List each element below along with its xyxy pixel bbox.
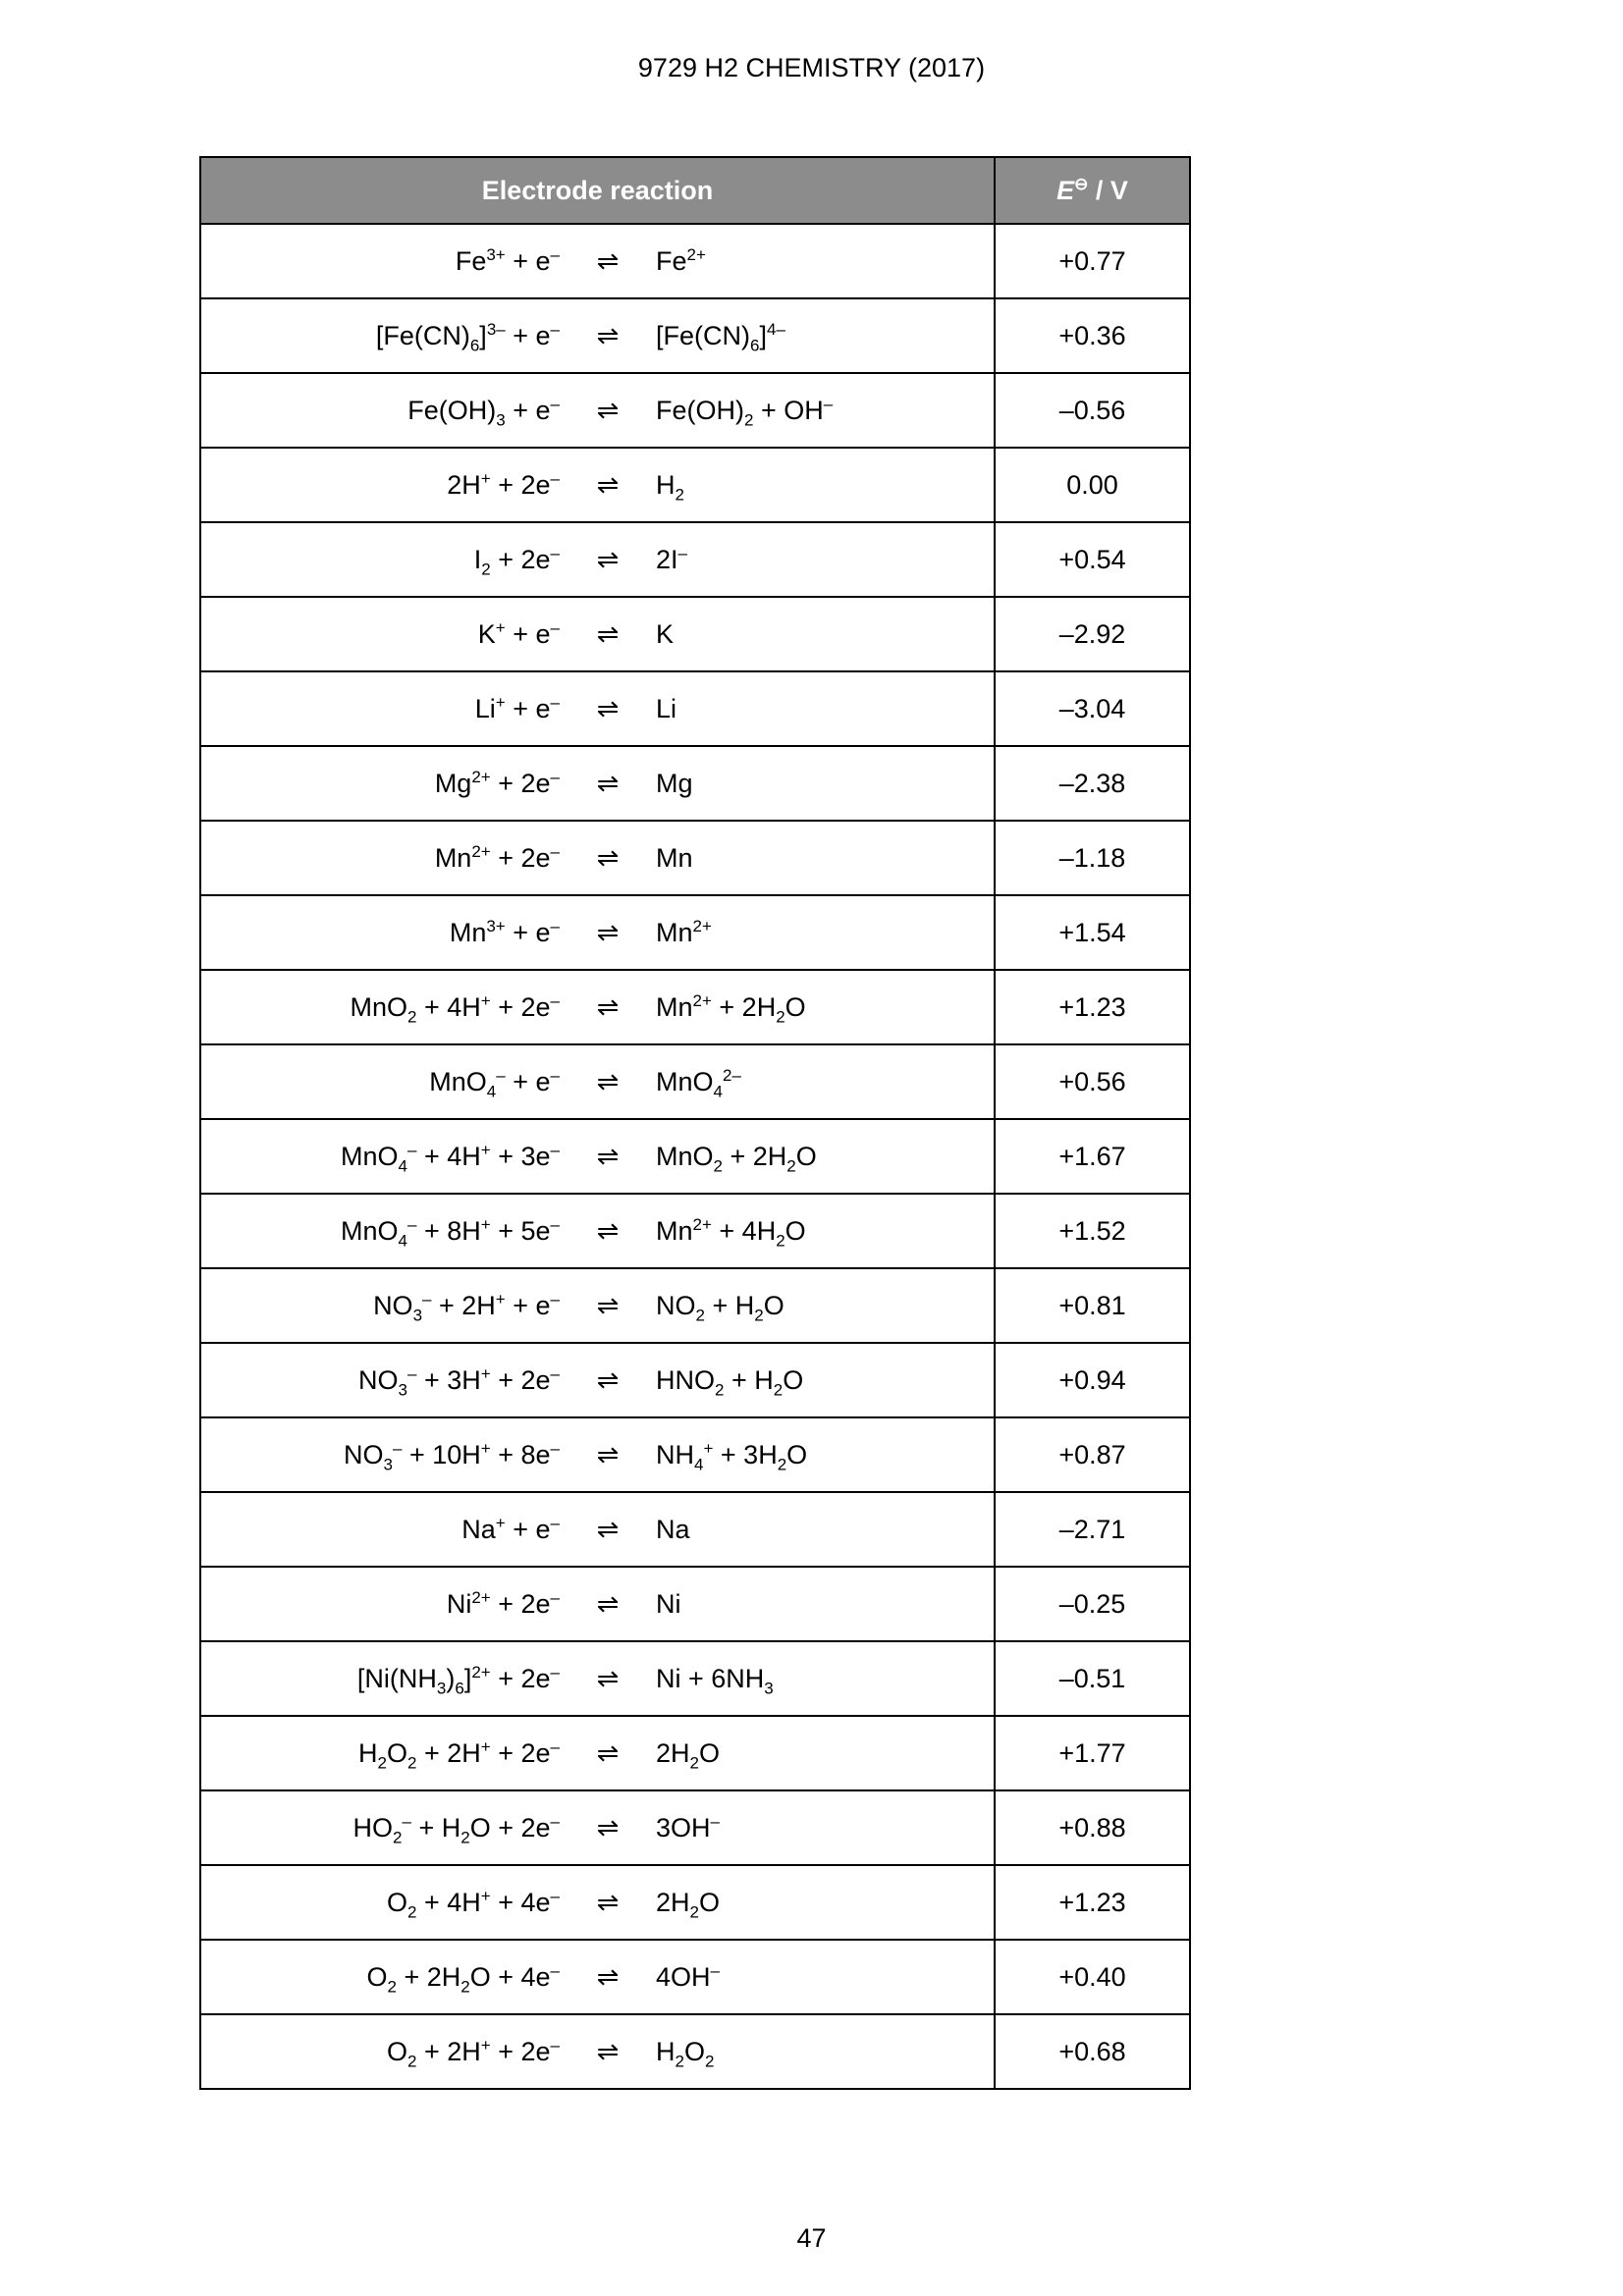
potential-value: +0.68 bbox=[995, 2014, 1190, 2089]
table-row bbox=[200, 448, 1190, 522]
products: $2H_2O$ bbox=[656, 1737, 720, 1772]
potential-value: 0.00 bbox=[995, 448, 1190, 522]
table-row bbox=[200, 1343, 1190, 1417]
potential-value: +1.52 bbox=[995, 1194, 1190, 1268]
products: $[Fe(CN)_6]^{4-}$ bbox=[656, 319, 785, 354]
reaction-line bbox=[201, 918, 994, 948]
equilibrium-arrow-icon: ⇌ bbox=[596, 693, 620, 723]
potential-value: +0.88 bbox=[995, 1790, 1190, 1865]
reaction-line bbox=[201, 1736, 994, 1772]
reaction-line bbox=[201, 543, 994, 578]
products: Mn bbox=[656, 842, 693, 873]
table-header-row bbox=[200, 157, 1190, 224]
table-row bbox=[200, 1716, 1190, 1790]
equilibrium-arrow-icon: ⇌ bbox=[596, 618, 620, 649]
reaction-cell bbox=[200, 746, 995, 821]
reaction-cell bbox=[200, 597, 995, 671]
reaction-line bbox=[201, 619, 994, 650]
reactants: $I_2 + 2e^-$ bbox=[473, 543, 560, 578]
potential-value: +0.81 bbox=[995, 1268, 1190, 1343]
equilibrium-arrow-icon: ⇌ bbox=[596, 320, 620, 350]
reaction-line bbox=[201, 468, 994, 504]
equilibrium-arrow-icon: ⇌ bbox=[596, 395, 620, 425]
reactants: $Ni^{2+} + 2e^-$ bbox=[446, 1587, 560, 1619]
reaction-line bbox=[201, 1140, 994, 1175]
products: Ni bbox=[656, 1588, 681, 1619]
equilibrium-arrow-icon: ⇌ bbox=[596, 1514, 620, 1544]
products: 2I– bbox=[656, 543, 687, 574]
reaction-line bbox=[201, 319, 994, 354]
potential-value: +0.94 bbox=[995, 1343, 1190, 1417]
table-row bbox=[200, 298, 1190, 373]
reaction-cell bbox=[200, 821, 995, 895]
reaction-cell bbox=[200, 970, 995, 1044]
reaction-cell bbox=[200, 1417, 995, 1492]
equilibrium-arrow-icon: ⇌ bbox=[596, 768, 620, 798]
table-row bbox=[200, 2014, 1190, 2089]
reactants: $NO_3^- + 2H^+ + e^-$ bbox=[373, 1289, 560, 1324]
potential-value: +1.23 bbox=[995, 1865, 1190, 1940]
reaction-cell bbox=[200, 671, 995, 746]
table-row bbox=[200, 746, 1190, 821]
potential-value: +1.77 bbox=[995, 1716, 1190, 1790]
products: 3OH– bbox=[656, 1811, 720, 1842]
reactants: $NO_3^- + 10H^+ + 8e^-$ bbox=[344, 1438, 560, 1473]
equilibrium-arrow-icon: ⇌ bbox=[596, 1066, 620, 1096]
products: Li bbox=[656, 693, 677, 723]
equilibrium-arrow-icon: ⇌ bbox=[596, 469, 620, 500]
equilibrium-arrow-icon: ⇌ bbox=[596, 842, 620, 873]
table-row bbox=[200, 373, 1190, 448]
reactants: $Fe(OH)_3 + e^-$ bbox=[407, 394, 560, 429]
products: Mg bbox=[656, 768, 693, 798]
equilibrium-arrow-icon: ⇌ bbox=[596, 1290, 620, 1320]
equilibrium-arrow-icon: ⇌ bbox=[596, 2036, 620, 2066]
reaction-line bbox=[201, 1065, 994, 1100]
potential-value: +1.67 bbox=[995, 1119, 1190, 1194]
table-row bbox=[200, 1567, 1190, 1641]
reaction-cell bbox=[200, 522, 995, 597]
reaction-cell bbox=[200, 895, 995, 970]
table-row bbox=[200, 1417, 1190, 1492]
reaction-cell bbox=[200, 1641, 995, 1716]
table-row bbox=[200, 522, 1190, 597]
reaction-cell bbox=[200, 2014, 995, 2089]
reactants: $[Fe(CN)_6]^{3-} + e^-$ bbox=[375, 319, 560, 354]
reaction-line bbox=[201, 1960, 994, 1996]
table-row bbox=[200, 597, 1190, 671]
reactants: $Fe^{3+} + e^-$ bbox=[455, 244, 560, 276]
reaction-line bbox=[201, 990, 994, 1026]
electrode-reaction-header: Electrode reaction bbox=[200, 157, 995, 224]
reaction-line bbox=[201, 1515, 994, 1545]
potential-value: –3.04 bbox=[995, 671, 1190, 746]
reaction-line bbox=[201, 694, 994, 724]
equilibrium-arrow-icon: ⇌ bbox=[596, 1364, 620, 1395]
reaction-line bbox=[201, 1886, 994, 1921]
reaction-line bbox=[201, 1214, 994, 1250]
products: K bbox=[656, 618, 675, 649]
reaction-cell bbox=[200, 224, 995, 298]
reaction-cell bbox=[200, 1343, 995, 1417]
products: $2H_2O$ bbox=[656, 1887, 720, 1921]
potential-value: +1.23 bbox=[995, 970, 1190, 1044]
equilibrium-arrow-icon: ⇌ bbox=[596, 1588, 620, 1619]
table-row bbox=[200, 1790, 1190, 1865]
products: $NO_2 + H_2O$ bbox=[656, 1290, 784, 1324]
table-row bbox=[200, 970, 1190, 1044]
table-row bbox=[200, 895, 1190, 970]
reaction-line bbox=[201, 1438, 994, 1473]
potential-value: –0.51 bbox=[995, 1641, 1190, 1716]
electrode-potentials-table bbox=[199, 156, 1191, 2090]
reaction-cell bbox=[200, 373, 995, 448]
equilibrium-arrow-icon: ⇌ bbox=[596, 544, 620, 574]
equilibrium-arrow-icon: ⇌ bbox=[596, 1141, 620, 1171]
products: $HNO_2 + H_2O$ bbox=[656, 1364, 804, 1399]
products: MnO$_4^{2-}$ bbox=[656, 1065, 741, 1100]
reactants: $O_2 + 4H^+ + 4e^-$ bbox=[387, 1886, 560, 1921]
reaction-line bbox=[201, 394, 994, 429]
equilibrium-arrow-icon: ⇌ bbox=[596, 1812, 620, 1842]
reactants: MnO$_4$– + 8H+ + 5e– bbox=[341, 1214, 560, 1250]
table-row bbox=[200, 821, 1190, 895]
products: $Ni + 6NH_3$ bbox=[656, 1663, 774, 1697]
reaction-cell bbox=[200, 1940, 995, 2014]
reactants: $HO_2^- + H_2O + 2e^-$ bbox=[352, 1811, 560, 1846]
products: $Mn^{2+}$ bbox=[656, 916, 712, 947]
reaction-line bbox=[201, 769, 994, 799]
products: $H_2O_2$ bbox=[656, 2036, 715, 2070]
reaction-line bbox=[201, 1289, 994, 1324]
reaction-cell bbox=[200, 1716, 995, 1790]
potential-value: –0.25 bbox=[995, 1567, 1190, 1641]
reaction-line bbox=[201, 1811, 994, 1846]
reactants: Li+ + e– bbox=[474, 692, 560, 723]
reaction-cell bbox=[200, 1119, 995, 1194]
reactants: Na+ + e– bbox=[461, 1513, 560, 1544]
reaction-cell bbox=[200, 1194, 995, 1268]
table-row bbox=[200, 1641, 1190, 1716]
potential-value: +0.40 bbox=[995, 1940, 1190, 2014]
equilibrium-arrow-icon: ⇌ bbox=[596, 1961, 620, 1992]
reactants: $O_2 + 2H^+ + 2e^-$ bbox=[387, 2035, 560, 2070]
products: $Mn^{2+} + 2H_2O$ bbox=[656, 990, 806, 1026]
reaction-cell bbox=[200, 1268, 995, 1343]
reactants: $Mg^{2+} + 2e^-$ bbox=[434, 767, 560, 798]
reaction-line bbox=[201, 1662, 994, 1697]
table-row bbox=[200, 224, 1190, 298]
potential-value: +0.54 bbox=[995, 522, 1190, 597]
reaction-line bbox=[201, 1363, 994, 1399]
equilibrium-arrow-icon: ⇌ bbox=[596, 991, 620, 1022]
table-row bbox=[200, 1044, 1190, 1119]
products: $Fe(OH)_2 + OH^-$ bbox=[656, 394, 834, 429]
equilibrium-arrow-icon: ⇌ bbox=[596, 1737, 620, 1768]
equilibrium-arrow-icon: ⇌ bbox=[596, 1663, 620, 1693]
reactants: MnO$_4$– + 4H+ + 3e– bbox=[341, 1140, 560, 1175]
page-number: 47 bbox=[796, 2223, 827, 2253]
reaction-cell bbox=[200, 1567, 995, 1641]
potential-value: +0.36 bbox=[995, 298, 1190, 373]
reactants: MnO$_4$– + e– bbox=[429, 1065, 560, 1100]
reactants: $O_2 + 2H_2O + 4e^-$ bbox=[366, 1960, 560, 1996]
potential-value: +0.87 bbox=[995, 1417, 1190, 1492]
reactants: $Mn^{3+} + e^-$ bbox=[449, 916, 560, 947]
products: $Mn^{2+} + 4H_2O$ bbox=[656, 1214, 806, 1250]
equilibrium-arrow-icon: ⇌ bbox=[596, 1215, 620, 1246]
table-row bbox=[200, 1940, 1190, 2014]
reaction-cell bbox=[200, 1865, 995, 1940]
reactants: $[Ni(NH_3)_6]^{2+} + 2e^-$ bbox=[356, 1662, 560, 1697]
potential-value: –0.56 bbox=[995, 373, 1190, 448]
table-row bbox=[200, 671, 1190, 746]
equilibrium-arrow-icon: ⇌ bbox=[596, 917, 620, 947]
reactants: 2H+ + 2e– bbox=[447, 468, 560, 500]
reaction-cell bbox=[200, 1044, 995, 1119]
potential-value: +1.54 bbox=[995, 895, 1190, 970]
reactants: $Mn^{2+} + 2e^-$ bbox=[434, 841, 560, 873]
reaction-line bbox=[201, 246, 994, 277]
potential-value: –2.38 bbox=[995, 746, 1190, 821]
equilibrium-arrow-icon: ⇌ bbox=[596, 245, 620, 276]
table-row bbox=[200, 1492, 1190, 1567]
potential-value: +0.77 bbox=[995, 224, 1190, 298]
potential-value: +0.56 bbox=[995, 1044, 1190, 1119]
table-row bbox=[200, 1268, 1190, 1343]
products: $H_2$ bbox=[656, 469, 684, 504]
equilibrium-arrow-icon: ⇌ bbox=[596, 1439, 620, 1469]
reactants: $NO_3^- + 3H^+ + 2e^-$ bbox=[358, 1363, 560, 1399]
products: $MnO_2 + 2H_2O$ bbox=[656, 1141, 817, 1175]
reaction-line bbox=[201, 2035, 994, 2070]
reaction-line bbox=[201, 1589, 994, 1620]
table-row bbox=[200, 1194, 1190, 1268]
potential-value: –1.18 bbox=[995, 821, 1190, 895]
reaction-line bbox=[201, 843, 994, 874]
reactants: K+ + e– bbox=[477, 617, 560, 649]
table-row bbox=[200, 1119, 1190, 1194]
potential-value: –2.92 bbox=[995, 597, 1190, 671]
reaction-cell bbox=[200, 298, 995, 373]
reaction-cell bbox=[200, 1492, 995, 1567]
standard-potential-header: E⊖ / V bbox=[995, 157, 1190, 224]
page-header: 9729 H2 CHEMISTRY (2017) bbox=[637, 53, 986, 82]
products: Na bbox=[656, 1514, 690, 1544]
potential-value: –2.71 bbox=[995, 1492, 1190, 1567]
table-row bbox=[200, 1865, 1190, 1940]
products: $Fe^{2+}$ bbox=[656, 244, 706, 276]
reaction-cell bbox=[200, 1790, 995, 1865]
reactants: $H_2O_2 + 2H^+ + 2e^-$ bbox=[358, 1736, 560, 1772]
products: 4OH– bbox=[656, 1960, 720, 1992]
reaction-cell bbox=[200, 448, 995, 522]
products: $NH_4^+ + 3H_2O$ bbox=[656, 1438, 808, 1473]
reactants: MnO$_2$ + 4H+ + 2e– bbox=[350, 990, 560, 1026]
equilibrium-arrow-icon: ⇌ bbox=[596, 1887, 620, 1917]
